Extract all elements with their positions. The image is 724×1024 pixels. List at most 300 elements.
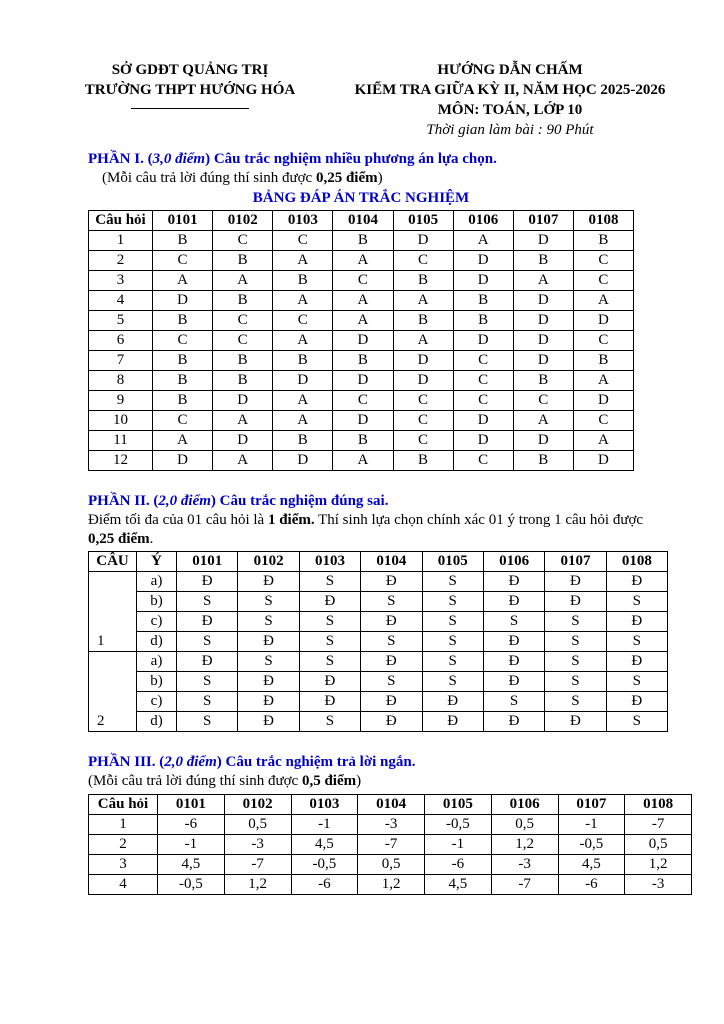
answer-cell: D xyxy=(333,331,393,351)
column-header: 0104 xyxy=(358,795,425,815)
answer-cell: B xyxy=(153,351,213,371)
answer-cell: A xyxy=(393,291,453,311)
column-header: 0105 xyxy=(422,552,483,572)
answer-cell: S xyxy=(238,592,299,612)
answer-cell: D xyxy=(393,231,453,251)
answer-cell: S xyxy=(361,592,422,612)
table-row xyxy=(89,592,668,612)
answer-cell: Đ xyxy=(299,672,360,692)
option-label: a) xyxy=(137,652,177,672)
answer-cell: S xyxy=(299,652,360,672)
column-header: 0108 xyxy=(625,795,692,815)
answer-cell: D xyxy=(573,311,633,331)
answer-cell: S xyxy=(238,652,299,672)
table-row xyxy=(89,612,668,632)
column-header: Câu hỏi xyxy=(89,211,153,231)
part2-heading-post: ) Câu trắc nghiệm đúng sai. xyxy=(210,493,389,509)
answer-cell: C xyxy=(213,311,273,331)
part1-note xyxy=(88,169,684,188)
answer-cell: C xyxy=(333,391,393,411)
column-header: 0106 xyxy=(483,552,544,572)
answer-cell: S xyxy=(422,652,483,672)
answer-cell: B xyxy=(333,231,393,251)
answer-cell: D xyxy=(393,371,453,391)
table-row xyxy=(89,855,692,875)
answer-cell: Đ xyxy=(361,572,422,592)
column-header: 0105 xyxy=(393,211,453,231)
answer-cell: -0,5 xyxy=(558,835,625,855)
answer-cell: A xyxy=(273,331,333,351)
table-row xyxy=(89,371,634,391)
answer-cell: A xyxy=(573,371,633,391)
answer-cell: Đ xyxy=(606,652,667,672)
question-number: 4 xyxy=(89,291,153,311)
question-number: 3 xyxy=(89,271,153,291)
answer-cell: Đ xyxy=(483,592,544,612)
answer-cell: Đ xyxy=(238,672,299,692)
answer-cell: B xyxy=(393,311,453,331)
answer-cell: -6 xyxy=(158,815,225,835)
document-header xyxy=(44,60,684,140)
answer-cell: B xyxy=(453,291,513,311)
column-header: 0108 xyxy=(606,552,667,572)
answer-cell: Đ xyxy=(238,692,299,712)
answer-cell: B xyxy=(273,351,333,371)
answer-cell: B xyxy=(573,231,633,251)
column-header: 0102 xyxy=(224,795,291,815)
answer-cell: B xyxy=(573,351,633,371)
answer-cell: Đ xyxy=(361,692,422,712)
answer-cell: C xyxy=(573,251,633,271)
answer-cell: S xyxy=(177,692,238,712)
question-number: 6 xyxy=(89,331,153,351)
column-header: Câu hỏi xyxy=(89,795,158,815)
column-header: 0104 xyxy=(361,552,422,572)
answer-cell: 1,2 xyxy=(358,875,425,895)
answer-cell: B xyxy=(513,451,573,471)
question-number: 10 xyxy=(89,411,153,431)
answer-cell: S xyxy=(422,612,483,632)
table-row xyxy=(89,411,634,431)
answer-cell: 1,2 xyxy=(491,835,558,855)
option-label: d) xyxy=(137,632,177,652)
question-number: 9 xyxy=(89,391,153,411)
answer-cell: S xyxy=(177,592,238,612)
question-number: 2 xyxy=(89,251,153,271)
answer-cell: -7 xyxy=(224,855,291,875)
answer-cell: A xyxy=(153,271,213,291)
answer-cell: B xyxy=(153,371,213,391)
part2-heading-points: 2,0 điểm xyxy=(158,493,211,509)
answer-cell: A xyxy=(333,251,393,271)
answer-cell: -3 xyxy=(491,855,558,875)
answer-cell: S xyxy=(299,632,360,652)
answer-cell: S xyxy=(545,612,606,632)
answer-cell: A xyxy=(273,411,333,431)
part2-note-seg1: Điểm tối đa của 01 câu hỏi là xyxy=(88,512,268,528)
answer-cell: A xyxy=(573,291,633,311)
answer-cell: S xyxy=(483,612,544,632)
answer-cell: Đ xyxy=(299,692,360,712)
answer-cell: S xyxy=(177,672,238,692)
table-row xyxy=(89,672,668,692)
table-row xyxy=(89,331,634,351)
answer-cell: B xyxy=(213,351,273,371)
answer-cell: D xyxy=(513,331,573,351)
column-header: 0101 xyxy=(153,211,213,231)
answer-cell: A xyxy=(273,391,333,411)
table-row xyxy=(89,815,692,835)
answer-cell: -6 xyxy=(291,875,358,895)
answer-cell: Đ xyxy=(238,632,299,652)
answer-cell: D xyxy=(513,351,573,371)
part1-heading-points: 3,0 điểm xyxy=(152,151,206,167)
option-label: b) xyxy=(137,592,177,612)
answer-cell: C xyxy=(573,271,633,291)
answer-cell: Đ xyxy=(483,652,544,672)
answer-cell: D xyxy=(453,431,513,451)
part2-heading-pre: PHẦN II. ( xyxy=(88,493,159,509)
column-header: 0107 xyxy=(545,552,606,572)
part3-heading-points: 2,0 điểm xyxy=(164,754,217,770)
answer-cell: 0,5 xyxy=(625,835,692,855)
answer-cell: S xyxy=(177,712,238,732)
part1-note-post: ) xyxy=(377,170,383,186)
part1-heading xyxy=(88,150,684,169)
option-label: a) xyxy=(137,572,177,592)
answer-cell: C xyxy=(573,411,633,431)
answer-cell: D xyxy=(513,311,573,331)
table-row xyxy=(89,451,634,471)
answer-cell: B xyxy=(153,311,213,331)
answer-cell: A xyxy=(513,271,573,291)
answer-cell: -7 xyxy=(358,835,425,855)
column-header: Ý xyxy=(137,552,177,572)
option-label: b) xyxy=(137,672,177,692)
question-number: 8 xyxy=(89,371,153,391)
answer-cell: D xyxy=(513,291,573,311)
answer-cell: -0,5 xyxy=(425,815,492,835)
question-number: 1 xyxy=(89,815,158,835)
answer-cell: C xyxy=(333,271,393,291)
answer-cell: S xyxy=(422,672,483,692)
answer-cell: -3 xyxy=(224,835,291,855)
answer-cell: S xyxy=(422,592,483,612)
part1-note-points: 0,25 điểm xyxy=(315,170,378,186)
column-header: 0102 xyxy=(213,211,273,231)
column-header: 0107 xyxy=(558,795,625,815)
answer-cell: 1,2 xyxy=(625,855,692,875)
document-body xyxy=(44,150,684,895)
answer-cell: S xyxy=(545,652,606,672)
answer-cell: C xyxy=(153,331,213,351)
answer-cell: S xyxy=(545,692,606,712)
table-row xyxy=(89,572,668,592)
answer-cell: B xyxy=(213,251,273,271)
answer-cell: -1 xyxy=(558,815,625,835)
exam-header-block xyxy=(336,60,684,140)
answer-cell: D xyxy=(273,451,333,471)
part3-note-points: 0,5 điểm xyxy=(301,773,357,789)
part3-heading xyxy=(88,753,684,772)
answer-cell: -6 xyxy=(558,875,625,895)
question-number: 2 xyxy=(89,835,158,855)
department-name: SỞ GDĐT QUẢNG TRỊ xyxy=(111,62,269,78)
question-number: 3 xyxy=(89,855,158,875)
column-header: 0101 xyxy=(158,795,225,815)
answer-cell: B xyxy=(513,251,573,271)
table-row xyxy=(89,271,634,291)
question-number: 7 xyxy=(89,351,153,371)
answer-cell: C xyxy=(513,391,573,411)
duration-line: Thời gian làm bài : 90 Phút xyxy=(426,122,594,138)
answer-cell: -0,5 xyxy=(158,875,225,895)
answer-cell: C xyxy=(393,431,453,451)
part3-note-post: ) xyxy=(356,773,362,789)
answer-cell: Đ xyxy=(545,572,606,592)
answer-cell: 4,5 xyxy=(425,875,492,895)
table-row xyxy=(89,431,634,451)
answer-cell: Đ xyxy=(606,572,667,592)
answer-cell: Đ xyxy=(483,572,544,592)
answer-cell: S xyxy=(606,592,667,612)
column-header: 0105 xyxy=(425,795,492,815)
answer-cell: 4,5 xyxy=(558,855,625,875)
answer-cell: B xyxy=(153,231,213,251)
answer-cell: Đ xyxy=(483,632,544,652)
answer-cell: Đ xyxy=(361,712,422,732)
part1-heading-pre: PHẦN I. ( xyxy=(88,151,153,167)
answer-cell: -6 xyxy=(425,855,492,875)
table-row xyxy=(89,311,634,331)
answer-cell: Đ xyxy=(238,572,299,592)
column-header: 0104 xyxy=(333,211,393,231)
table-row xyxy=(89,875,692,895)
subject-line: MÔN: TOÁN, LỚP 10 xyxy=(437,102,583,118)
header-row xyxy=(89,552,668,572)
answer-cell: D xyxy=(453,411,513,431)
answer-cell: Đ xyxy=(606,692,667,712)
answer-cell: C xyxy=(393,251,453,271)
column-header: 0103 xyxy=(291,795,358,815)
part1-answer-table xyxy=(88,210,634,471)
answer-cell: C xyxy=(213,331,273,351)
answer-cell: Đ xyxy=(545,712,606,732)
part2-note xyxy=(88,511,670,549)
answer-cell: -7 xyxy=(625,815,692,835)
answer-cell: A xyxy=(333,291,393,311)
column-header: 0101 xyxy=(177,552,238,572)
answer-cell: C xyxy=(453,371,513,391)
column-header: 0107 xyxy=(513,211,573,231)
answer-cell: A xyxy=(153,431,213,451)
part2-note-seg3: Thí sinh lựa chọn chính xác 01 ý trong 1 câu hỏi được xyxy=(314,512,644,528)
header-divider-line xyxy=(131,103,249,109)
answer-cell: A xyxy=(273,291,333,311)
answer-cell: Đ xyxy=(422,712,483,732)
answer-cell: Đ xyxy=(361,652,422,672)
answer-cell: D xyxy=(393,351,453,371)
answer-cell: Đ xyxy=(177,572,238,592)
option-label: d) xyxy=(137,712,177,732)
answer-cell: Đ xyxy=(177,612,238,632)
answer-cell: -1 xyxy=(291,815,358,835)
part2-note-seg5: . xyxy=(149,531,154,547)
answer-cell: A xyxy=(513,411,573,431)
part3-note xyxy=(88,772,684,791)
part2-heading xyxy=(88,492,684,511)
column-header: CÂU xyxy=(89,552,137,572)
option-label: c) xyxy=(137,612,177,632)
answer-cell: Đ xyxy=(361,612,422,632)
answer-cell: 4,5 xyxy=(158,855,225,875)
answer-cell: Đ xyxy=(238,712,299,732)
answer-cell: D xyxy=(153,451,213,471)
answer-cell: Đ xyxy=(545,592,606,612)
table-row xyxy=(89,351,634,371)
answer-cell: B xyxy=(513,371,573,391)
answer-cell: B xyxy=(453,311,513,331)
table-row xyxy=(89,291,634,311)
column-header: 0106 xyxy=(491,795,558,815)
header-row xyxy=(89,211,634,231)
answer-cell: A xyxy=(213,271,273,291)
answer-cell: D xyxy=(513,231,573,251)
answer-cell: C xyxy=(393,411,453,431)
answer-cell: A xyxy=(453,231,513,251)
answer-cell: -3 xyxy=(625,875,692,895)
answer-cell: D xyxy=(453,271,513,291)
answer-cell: B xyxy=(273,271,333,291)
answer-cell: -7 xyxy=(491,875,558,895)
answer-cell: S xyxy=(422,632,483,652)
part1-note-pre: (Mỗi câu trả lời đúng thí sinh được xyxy=(102,170,316,186)
answer-cell: Đ xyxy=(606,612,667,632)
answer-cell: A xyxy=(393,331,453,351)
question-number: 1 xyxy=(89,231,153,251)
part1-heading-post: ) Câu trắc nghiệm nhiều phương án lựa chọn. xyxy=(205,151,497,167)
answer-cell: A xyxy=(273,251,333,271)
answer-cell: S xyxy=(177,632,238,652)
table-row xyxy=(89,632,668,652)
answer-cell: C xyxy=(453,451,513,471)
answer-cell: 1,2 xyxy=(224,875,291,895)
answer-cell: D xyxy=(573,391,633,411)
answer-cell: S xyxy=(606,712,667,732)
answer-cell: S xyxy=(606,632,667,652)
answer-cell: C xyxy=(453,391,513,411)
column-header: 0106 xyxy=(453,211,513,231)
answer-cell: Đ xyxy=(299,592,360,612)
part2-note-seg4: 0,25 điểm xyxy=(88,531,150,547)
question-number: 5 xyxy=(89,311,153,331)
document-title: HƯỚNG DẪN CHẤM xyxy=(437,62,583,78)
answer-cell: B xyxy=(393,451,453,471)
question-number: 12 xyxy=(89,451,153,471)
exam-title: KIỂM TRA GIỮA KỲ II, NĂM HỌC 2025-2026 xyxy=(354,82,666,98)
answer-cell: D xyxy=(213,391,273,411)
answer-cell: Đ xyxy=(483,712,544,732)
column-header: 0103 xyxy=(273,211,333,231)
answer-cell: -3 xyxy=(358,815,425,835)
header-row xyxy=(89,795,692,815)
answer-cell: A xyxy=(573,431,633,451)
answer-cell: B xyxy=(273,431,333,451)
answer-cell: C xyxy=(153,251,213,271)
answer-cell: C xyxy=(153,411,213,431)
answer-cell: A xyxy=(333,311,393,331)
answer-cell: A xyxy=(213,451,273,471)
answer-cell: Đ xyxy=(483,672,544,692)
part3-note-pre: (Mỗi câu trả lời đúng thí sinh được xyxy=(88,773,302,789)
answer-cell: S xyxy=(545,672,606,692)
answer-cell: C xyxy=(453,351,513,371)
school-header-block xyxy=(44,60,336,140)
school-name: TRƯỜNG THPT HƯỚNG HÓA xyxy=(84,82,296,98)
table-row xyxy=(89,231,634,251)
column-header: 0103 xyxy=(299,552,360,572)
table-row xyxy=(89,652,668,672)
answer-cell: D xyxy=(453,331,513,351)
question-group-number: 1 xyxy=(89,572,137,652)
answer-cell: -1 xyxy=(158,835,225,855)
answer-cell: D xyxy=(513,431,573,451)
answer-cell: D xyxy=(333,411,393,431)
answer-cell: D xyxy=(213,431,273,451)
answer-cell: -0,5 xyxy=(291,855,358,875)
answer-cell: D xyxy=(573,451,633,471)
answer-cell: S xyxy=(361,632,422,652)
answer-cell: D xyxy=(453,251,513,271)
answer-cell: 4,5 xyxy=(291,835,358,855)
answer-cell: -1 xyxy=(425,835,492,855)
answer-cell: S xyxy=(545,632,606,652)
table-row xyxy=(89,835,692,855)
question-group-number: 2 xyxy=(89,652,137,732)
answer-cell: S xyxy=(483,692,544,712)
column-header: 0108 xyxy=(573,211,633,231)
part2-answer-table xyxy=(88,551,668,732)
answer-cell: S xyxy=(606,672,667,692)
answer-cell: A xyxy=(213,411,273,431)
answer-cell: B xyxy=(213,291,273,311)
part3-answer-table xyxy=(88,794,692,895)
answer-cell: S xyxy=(361,672,422,692)
part3-heading-post: ) Câu trắc nghiệm trả lời ngắn. xyxy=(216,754,416,770)
answer-cell: D xyxy=(273,371,333,391)
option-label: c) xyxy=(137,692,177,712)
answer-cell: S xyxy=(422,572,483,592)
answer-cell: S xyxy=(299,712,360,732)
answer-cell: Đ xyxy=(177,652,238,672)
answer-cell: C xyxy=(393,391,453,411)
answer-cell: S xyxy=(238,612,299,632)
part3-heading-pre: PHẦN III. ( xyxy=(88,754,165,770)
answer-cell: S xyxy=(299,572,360,592)
part1-table-title: BẢNG ĐÁP ÁN TRẮC NGHIỆM xyxy=(252,190,470,206)
table-row xyxy=(89,692,668,712)
answer-cell: Đ xyxy=(422,692,483,712)
answer-cell: S xyxy=(299,612,360,632)
table-row xyxy=(89,712,668,732)
answer-cell: D xyxy=(333,371,393,391)
table-row xyxy=(89,251,634,271)
answer-cell: 0,5 xyxy=(224,815,291,835)
answer-cell: B xyxy=(213,371,273,391)
answer-cell: C xyxy=(273,231,333,251)
answer-cell: D xyxy=(153,291,213,311)
question-number: 4 xyxy=(89,875,158,895)
